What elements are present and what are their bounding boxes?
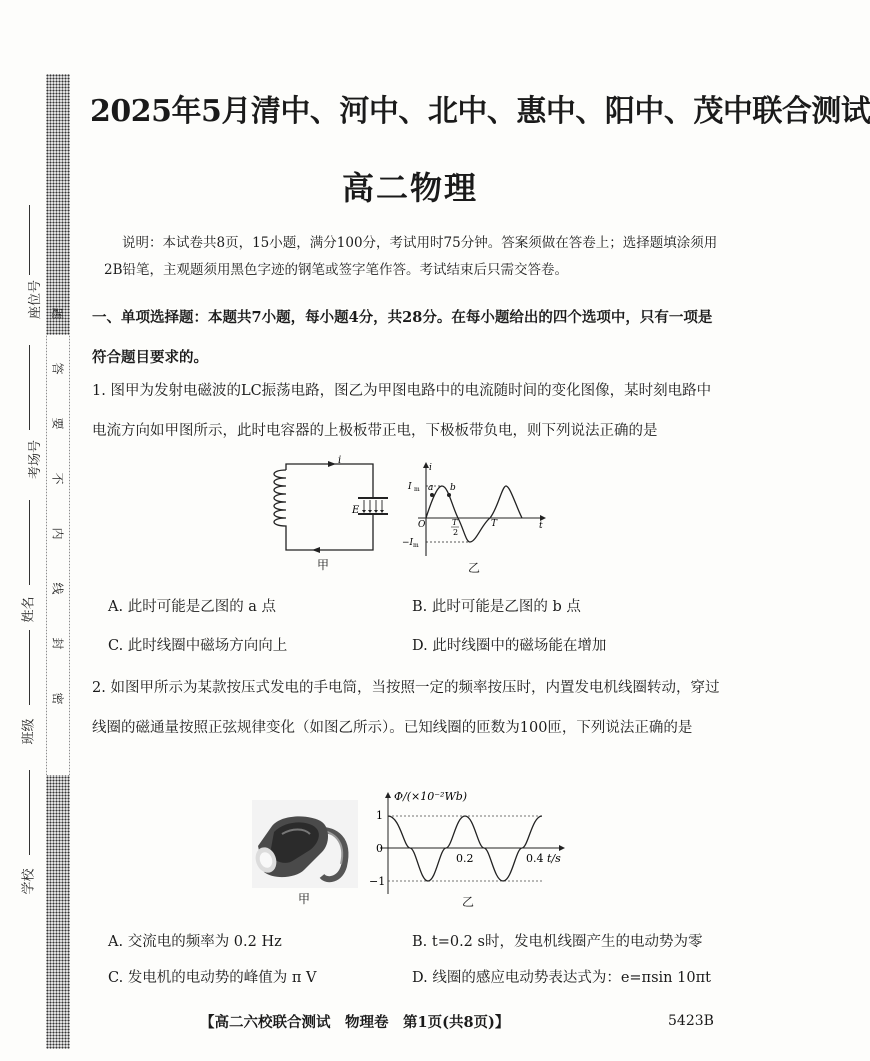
exam-room-field[interactable] [29,345,30,430]
exam-instructions: 说明：本试卷共8页，15小题，满分100分，考试用时75分钟。答案须做在答卷上；选择题填涂须用2B铅笔，主观题须用黑色字迹的钢笔或签字笔作答。考试结束后只需交答卷。 [104,235,718,278]
seal-char: 题 [50,307,65,320]
point-b-label: b [450,483,456,493]
seal-line-text [47,307,69,775]
capacitor-plates [358,498,388,514]
exam-room-label: 考场号 [28,439,44,480]
y-tick-1: 1 [376,809,383,822]
seal-char: 不 [50,472,65,485]
period-label: T [491,519,498,529]
q2-option-a[interactable]: A. 交流电的频率为 0.2 Hz [108,934,282,950]
seat-number-label: 座位号 [28,279,44,320]
current-label: i [338,455,342,466]
electric-field-lines [364,500,382,512]
subject-title: 高二物理 [341,169,478,207]
axes [418,466,540,556]
seat-number-field[interactable] [29,205,30,275]
seal-char: 内 [50,527,65,540]
point-a-label: a [428,483,434,493]
q1-figure-a-caption: 甲 [317,558,330,572]
current-sine-curve [426,486,522,542]
school-field[interactable] [29,770,30,855]
y-axis-label: i [429,463,432,473]
q2-option-d[interactable]: D. 线圈的感应电动势表达式为：e=πsin 10πt [412,970,711,986]
q1-option-a[interactable]: A. 此时可能是乙图的 a 点 [108,599,277,615]
current-arrow-bottom-icon [312,547,320,553]
q1-figure-b-caption: 乙 [468,561,481,575]
q2-option-b[interactable]: B. t=0.2 s时，发电机线圈产生的电动势为零 [412,934,703,950]
lc-circuit-wires [286,464,373,550]
name-field[interactable] [29,500,30,585]
class-field[interactable] [29,630,30,705]
page-footer: 【高二六校联合测试 物理卷 第1页(共8页)】 [200,1014,510,1031]
question-1-stem: 1. 图甲为发射电磁波的LC振荡电路，图乙为甲图电路中的电流随时间的变化图像，某时刻电路中电流方向如甲图所示，此时电容器的上极板带正电，下极板带负电，则下列说法正确的是 [92,383,712,439]
school-label: 学校 [21,868,37,895]
inductor-coil [274,470,286,530]
x-axis-label: t [539,521,543,531]
current-time-graph [398,460,550,560]
chart-y-arrow-icon [385,792,391,798]
lc-circuit-diagram [258,455,388,568]
seal-char: 答 [50,362,65,375]
q2-figure-a-caption: 甲 [298,892,311,906]
exam-code: 5423B [668,1013,714,1029]
seal-char: 线 [50,582,65,595]
chart-x-label: t/s [547,852,561,865]
y-tick-0: 0 [376,842,383,855]
class-label: 班级 [21,718,37,745]
q1-option-d[interactable]: D. 此时线圈中的磁场能在增加 [412,638,607,654]
point-b [447,493,451,497]
current-arrow-icon [328,461,336,467]
y-tick-neg1: −1 [369,875,386,888]
flux-time-chart [364,788,569,900]
neg-im-label: −I [402,538,414,548]
im-sub-label: m [414,486,420,493]
point-a [430,493,434,497]
q1-option-c[interactable]: C. 此时线圈中磁场方向向上 [108,638,288,654]
neg-im-sub-label: m [413,542,419,549]
chart-y-label: Φ/(×10⁻²Wb) [394,790,468,803]
exam-title: 2025年5月清中、河中、北中、惠中、阳中、茂中联合测试 [90,94,870,129]
origin-label: O [418,520,426,530]
x-tick-0-4: 0.4 [526,852,544,865]
q1-option-b[interactable]: B. 此时可能是乙图的 b 点 [412,599,581,615]
seal-char: 密 [50,692,65,705]
half-period-den-label: 2 [453,528,459,537]
half-period-label: T [452,518,458,527]
seal-char: 要 [50,417,65,430]
q2-figure-b-caption: 乙 [462,895,475,909]
field-arrowheads [362,510,384,513]
seal-char: 封 [50,637,65,650]
question-2-stem: 2. 如图甲所示为某款按压式发电的手电筒，当按照一定的频率按压时，内置发电机线圈转动，穿过线圈的磁通量按照正弦规律变化（如图乙所示）。已知线圈的匝数为100匝，下列说法正确的是 [92,680,720,736]
hand-crank-flashlight-image [252,800,358,888]
field-label: E [352,505,360,516]
x-tick-0-2: 0.2 [456,852,474,865]
name-label: 姓名 [21,596,37,623]
section-header: 一、单项选择题：本题共7小题，每小题4分，共28分。在每小题给出的四个选项中，只有一项是符合题目要求的。 [92,309,713,366]
im-label: I [408,482,412,492]
chart-x-arrow-icon [559,845,565,851]
q2-option-c[interactable]: C. 发电机的电动势的峰值为 π V [108,970,317,986]
